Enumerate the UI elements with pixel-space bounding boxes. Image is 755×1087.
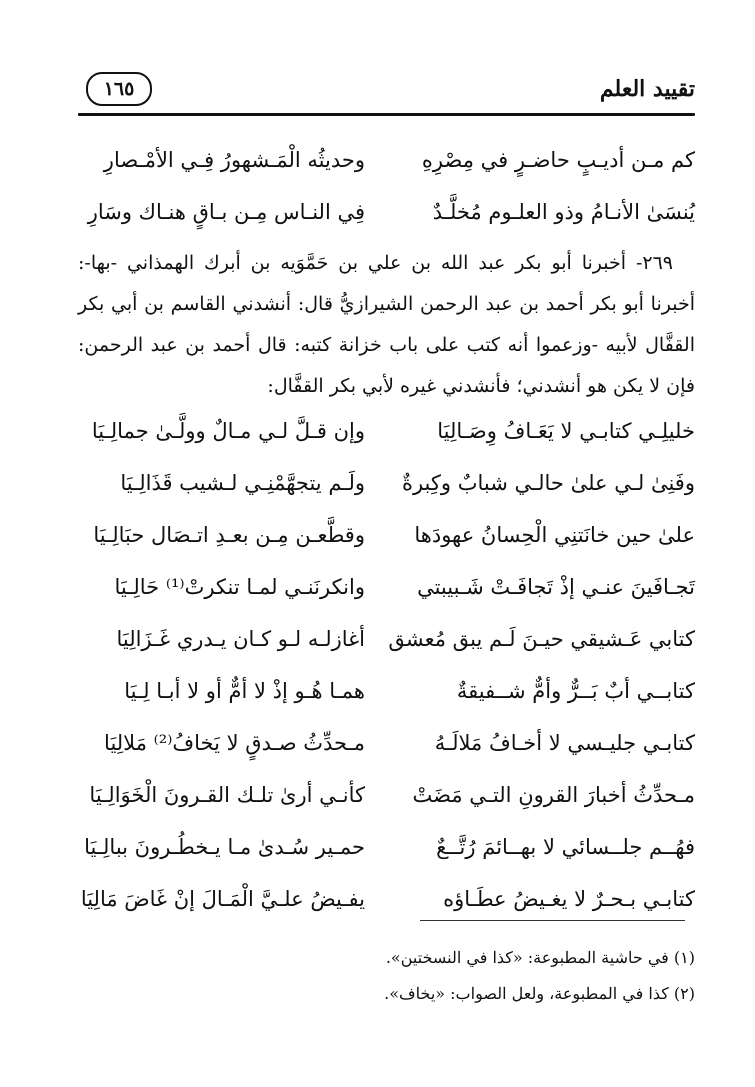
- verse-first-hemistich: تَجـافَينَ عنـي إذْ تَجافَـتْ شَـبيبتي: [417, 575, 695, 599]
- verse-row: [78, 769, 695, 821]
- verse-row: [78, 405, 695, 457]
- page-number-badge: [86, 72, 152, 106]
- verse-first-hemistich: وفَنِىٰ لـي علىٰ حالـي شبابٌ وكِبرةٌ: [401, 471, 695, 495]
- verse-second-hemistich: وحديثُه الْمَـشهورُ فِـي الأمْـصارِ: [103, 148, 365, 172]
- verse-row: [78, 873, 695, 925]
- poem-top: [78, 134, 695, 238]
- running-title: تقييد العلم: [599, 76, 695, 102]
- footnote-divider: [420, 920, 685, 921]
- verse-second-hemistich: أغازلـه لـو كـان يـدري غَـزَالِيَا: [116, 627, 365, 651]
- verse-second-hemistich: ولَـم يتجهَّمْنِـي لـشيب قَذَالِـيَا: [120, 471, 365, 495]
- narration-paragraph: [78, 243, 695, 407]
- poem-main: [78, 405, 695, 925]
- verse-second-hemistich: حمـير سُـدىٰ مـا يـخطُـرونَ ببالِـيَا: [84, 835, 365, 859]
- verse-row: [78, 186, 695, 238]
- verse-first-hemistich: كتابـي بـحـرٌ لا يغـيضُ عطَـاؤه: [443, 887, 695, 911]
- verse-first-hemistich: يُنسَىٰ الأنـامُ وذو العلـوم مُخلَّـدٌ: [432, 200, 695, 224]
- verse-second-hemistich: يفـيضُ علـيَّ الْمَـالَ إنْ غَاضَ مَالِيَا: [80, 887, 365, 911]
- verse-first-hemistich: كتابي عَـشيقي حيـنَ لَـم يبق مُعشق: [388, 627, 695, 651]
- verse-first-hemistich: علىٰ حين خانَتنِي الْحِسانُ عهودَها: [414, 523, 695, 547]
- verse-row: [78, 561, 695, 613]
- verse-second-hemistich: همـا هُـو إذْ لا أمٌّ أو لا أبـا لِـيَا: [124, 679, 365, 703]
- verse-row: [78, 665, 695, 717]
- verse-second-hemistich: وإن قـلَّ لـي مـالٌ وولَّـىٰ جمالِـيَا: [91, 419, 365, 443]
- verse-first-hemistich: فهُــم جلــسائي لا بهــائمَ رُتَّــعٌ: [436, 835, 695, 859]
- narration-text: ٢٦٩- أخبرنا أبو بكر عبد الله بن علي بن حَمَّوَيه بن أبرك الهمذاني -بها-: أخبرنا أبو بكر أحمد بن عبد الرحمن الشيرازيُّ قال: أنشدني القاسم بن أبي بكر القفَّال لأبيه -وزعموا أنه كتب على باب خزانة كتبه: قال أحمد بن عبد الرحمن: فإن لا يكن هو أنشدني؛ فأنشدني غيره لأبي بكر القفَّال:: [78, 252, 696, 397]
- verse-first-hemistich: خليلِـي كتابـي لا يَعَـافُ وِصَـالِيَا: [437, 419, 695, 443]
- verse-first-hemistich: كم مـن أديـبٍ حاضـرٍ في مِصْرِهِ: [421, 148, 695, 172]
- verse-row: [78, 509, 695, 561]
- verse-second-hemistich: وانكرنَنـي لمـا تنكرتْ⁽¹⁾ حَالِـيَا: [114, 575, 365, 599]
- verse-first-hemistich: مـحدِّثُ أخبارَ القرونِ التـي مَضَتْ: [412, 783, 695, 807]
- verse-row: [78, 821, 695, 873]
- footnote: (١) في حاشية المطبوعة: «كذا في النسختين».: [385, 948, 695, 967]
- page-header: [78, 68, 695, 112]
- verse-row: [78, 134, 695, 186]
- page-number: ١٦٥: [103, 78, 135, 100]
- verse-second-hemistich: وقطَّعـن مِـن بعـدِ اتـصَال حبَالِـيَا: [93, 523, 365, 547]
- footnotes: [78, 940, 695, 1012]
- verse-first-hemistich: كتابــي أبٌ بَــرٌّ وأمٌّ شــفيقةٌ: [456, 679, 695, 703]
- verse-row: [78, 457, 695, 509]
- header-divider: [78, 113, 695, 116]
- verse-second-hemistich: فِي النـاس مِـن بـاقٍ هنـاك وسَارِ: [87, 200, 365, 224]
- verse-row: [78, 613, 695, 665]
- verse-row: [78, 717, 695, 769]
- verse-first-hemistich: كتابـي جليـسي لا أخـافُ مَلالَـهُ: [434, 731, 695, 755]
- verse-second-hemistich: مـحدِّثُ صـدقٍ لا يَخافُ⁽²⁾ مَلالِيَا: [104, 731, 365, 755]
- verse-second-hemistich: كأنـي أرىٰ تلـك القـرونَ الْخَوَالِـيَا: [89, 783, 365, 807]
- footnote: (٢) كذا في المطبوعة، ولعل الصواب: «يخاف».: [384, 984, 695, 1003]
